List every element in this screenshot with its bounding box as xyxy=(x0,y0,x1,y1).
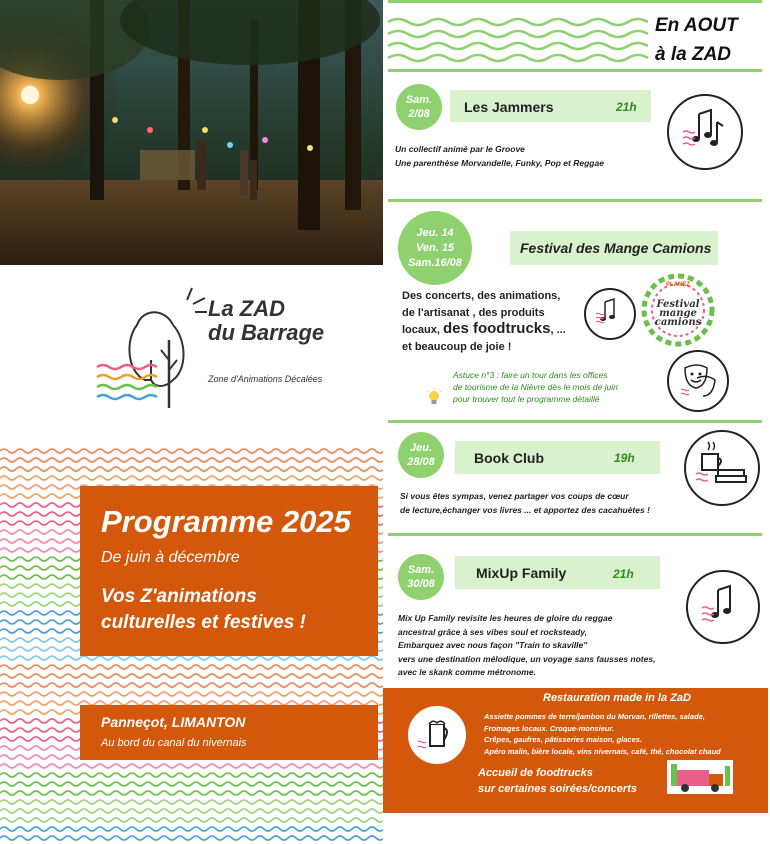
food-truck-icon xyxy=(667,760,733,794)
music-notes-icon xyxy=(686,570,760,644)
program-tagline: Vos Z'animations culturelles et festives ! xyxy=(101,586,306,633)
location-subtitle: Au bord du canal du nivernais xyxy=(101,737,247,749)
festival-logo: PLANEZ Festival mange camions xyxy=(638,270,718,350)
event-desc-4: Mix Up Family revisite les heures de gloire du reggae ancestral grâce à ses vibes soul et rocksteady, Embarquez avec nous façon "Train to skaville" vers une destination mélodique, un voyage sans fausses notes, avec le skank comme métronome. xyxy=(398,613,656,677)
astuce-text: Astuce n°3 : faire un tour dans les offices de tourisme de la Nièvre dès le mois de juin pour trouver tout le programme détaillé xyxy=(453,370,618,404)
wave-line xyxy=(0,458,383,462)
music-notes-icon xyxy=(667,94,743,170)
event-date-1: Sam. 2/08 xyxy=(396,84,442,130)
wave-line xyxy=(0,818,383,822)
header-waves xyxy=(388,12,648,67)
wave-line xyxy=(0,476,383,480)
event-date-2: Jeu. 14 Ven. 15 Sam.16/08 xyxy=(398,211,472,285)
music-notes-icon xyxy=(584,288,636,340)
wave-line xyxy=(0,773,383,777)
event-time-1: 21h xyxy=(616,100,637,114)
event-name-4: MixUp Family xyxy=(476,565,567,581)
top-divider xyxy=(388,0,762,3)
wave-line xyxy=(0,683,383,687)
wave-line xyxy=(0,791,383,795)
divider-3 xyxy=(388,420,762,423)
event-time-3: 19h xyxy=(614,451,635,465)
divider-2 xyxy=(388,199,762,202)
event-name-1: Les Jammers xyxy=(464,99,554,115)
wave-line xyxy=(0,836,383,840)
wave-line xyxy=(0,809,383,813)
wave-line xyxy=(0,827,383,831)
event-desc-3: Si vous êtes sympas, venez partager vos coups de cœur de lecture,échanger vos livres ... et apportez des cacahuètes ! xyxy=(400,491,650,515)
logo-subtitle: Zone d'Animations Décalées xyxy=(208,374,323,384)
program-period: De juin à décembre xyxy=(101,549,240,566)
restauration-foodtrucks: Accueil de foodtrucks sur certaines soirées/concerts xyxy=(478,767,637,795)
tea-books-icon xyxy=(684,430,760,506)
tree-icon xyxy=(95,280,210,415)
festival-desc: Des concerts, des animations, de l'artisanat , des produits locaux, des foodtrucks, ... et beaucoup de joie ! xyxy=(402,290,566,353)
event-name-3: Book Club xyxy=(474,450,544,466)
wave-line xyxy=(0,800,383,804)
night-photo xyxy=(0,0,383,265)
wave-line xyxy=(0,467,383,471)
restauration-title: Restauration made in la ZaD xyxy=(543,692,691,704)
wave-line xyxy=(0,656,383,660)
event-desc-1: Un collectif animé par le Groove Une parenthèse Morvandelle, Funky, Pop et Reggae xyxy=(395,144,604,168)
light-bulb-icon xyxy=(425,388,443,408)
wave-line xyxy=(0,692,383,696)
program-title: Programme 2025 xyxy=(101,504,351,539)
divider-4 xyxy=(388,533,762,536)
wave-line xyxy=(0,674,383,678)
restauration-list: Assiette pommes de terre/jambon du Morvan, rillettes, salade, Fromages locaux. Croque-monsieur. Crêpes, gaufres, pâtisseries maison, glaces. Apéro malin, bière locale, vins nivernais, café, thé, chocolat chaud xyxy=(484,712,721,756)
logo-title: La ZAD du Barrage xyxy=(208,296,325,345)
month-header: En AOUT à la ZAD xyxy=(655,15,738,65)
event-time-4: 21h xyxy=(613,567,634,581)
beer-mug-icon xyxy=(408,706,466,764)
wave-line xyxy=(0,764,383,768)
wave-line xyxy=(0,449,383,453)
divider-1 xyxy=(388,69,762,72)
wave-line xyxy=(0,665,383,669)
event-date-3: Jeu. 28/08 xyxy=(398,432,444,478)
location-title: Panneçot, LIMANTON xyxy=(101,714,246,730)
event-name-2: Festival des Mange Camions xyxy=(520,240,712,256)
left-column xyxy=(0,0,383,844)
theater-masks-icon xyxy=(667,350,729,412)
wave-line xyxy=(0,782,383,786)
event-date-4: Sam. 30/08 xyxy=(398,554,444,600)
